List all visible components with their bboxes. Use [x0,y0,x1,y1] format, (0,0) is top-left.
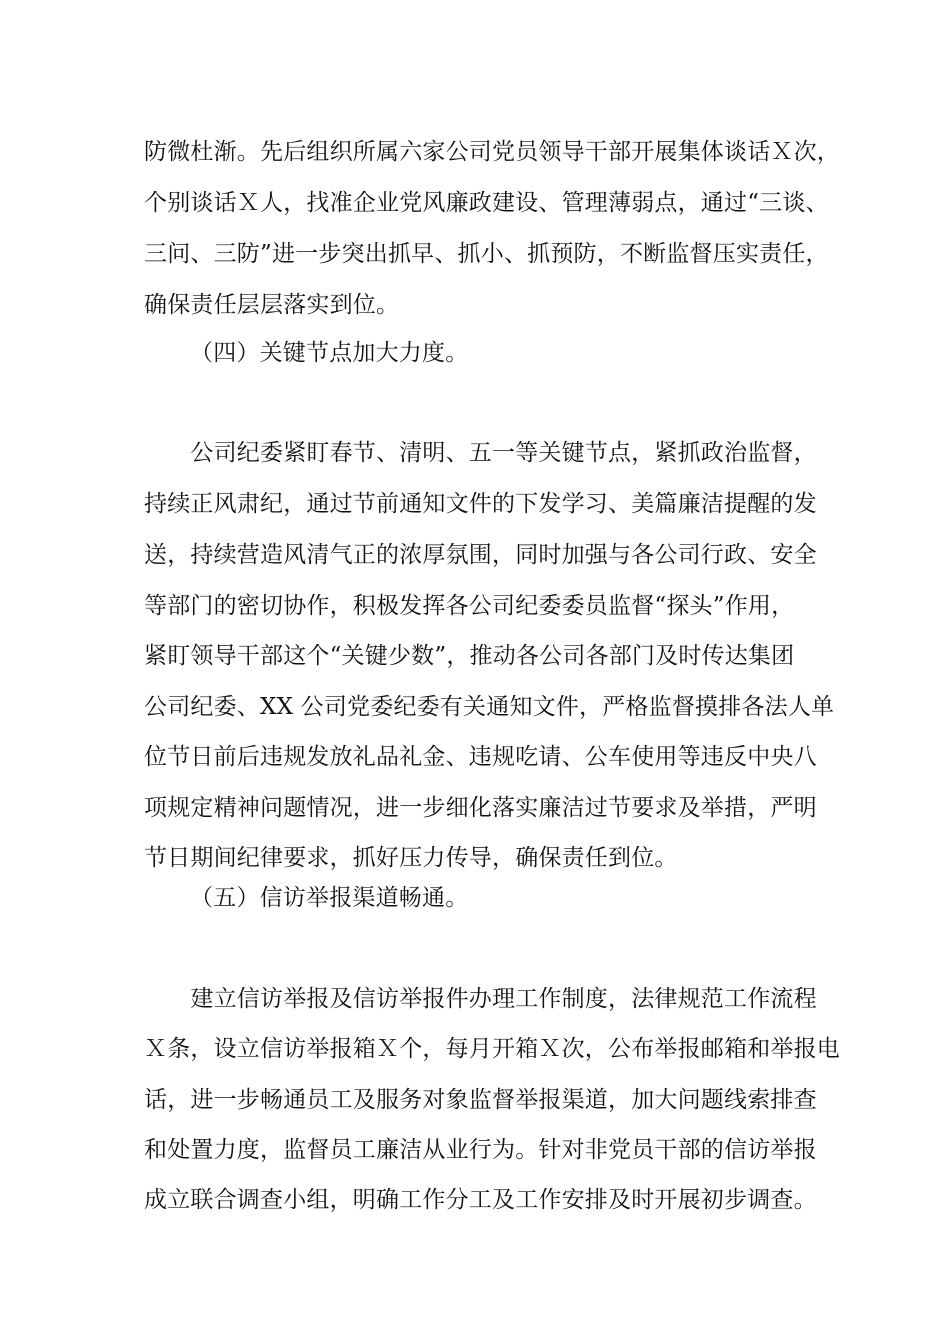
paragraph-line: 等部门的密切协作，积极发挥各公司纪委委员监督“探头”作用， [144,593,795,619]
paragraph-line: 防微杜渐。先后组织所属六家公司党员领导干部开展集体谈话Ｘ次， [144,139,840,165]
paragraph-line: 项规定精神问题情况，进一步细化落实廉洁过节要求及举措，严明 [144,795,817,821]
paragraph-line: 个别谈话Ｘ人，找准企业党风廉政建设、管理薄弱点，通过“三谈、 [144,190,829,216]
paragraph-line: 公司纪委紧盯春节、清明、五一等关键节点，紧抓政治监督， [144,440,817,466]
paragraph-line: 公司纪委、XX 公司党委纪委有关通知文件，严格监督摸排各法人单 [144,694,835,720]
paragraph-line: 成立联合调查小组，明确工作分工及工作安排及时开展初步调查。 [144,1187,817,1213]
paragraph-line: 话，进一步畅通员工及服务对象监督举报渠道，加大问题线索排查 [144,1087,817,1113]
paragraph-line: 和处置力度，监督员工廉洁从业行为。针对非党员干部的信访举报 [144,1137,817,1163]
paragraph-line: 持续正风肃纪，通过节前通知文件的下发学习、美篇廉洁提醒的发 [144,491,817,517]
section-heading-5: （五）信访举报渠道畅通。 [190,885,469,911]
paragraph-line: 送，持续营造风清气正的浓厚氛围，同时加强与各公司行政、安全 [144,542,817,568]
paragraph-line: Ｘ条，设立信访举报箱Ｘ个，每月开箱Ｘ次，公布举报邮箱和举报电 [144,1036,840,1062]
paragraph-line: 确保责任层层落实到位。 [144,292,400,318]
paragraph-line: 三问、三防”进一步突出抓早、抓小、抓预防，不断监督压实责任， [144,241,829,267]
paragraph-line: 建立信访举报及信访举报件办理工作制度，法律规范工作流程 [144,986,817,1012]
section-heading-4: （四）关键节点加大力度。 [190,340,469,366]
paragraph-line: 紧盯领导干部这个“关键少数”，推动各公司各部门及时传达集团 [144,643,795,669]
paragraph-line: 节日期间纪律要求，抓好压力传导，确保责任到位。 [144,845,678,871]
paragraph-line: 位节日前后违规发放礼品礼金、违规吃请、公车使用等违反中央八 [144,744,817,770]
